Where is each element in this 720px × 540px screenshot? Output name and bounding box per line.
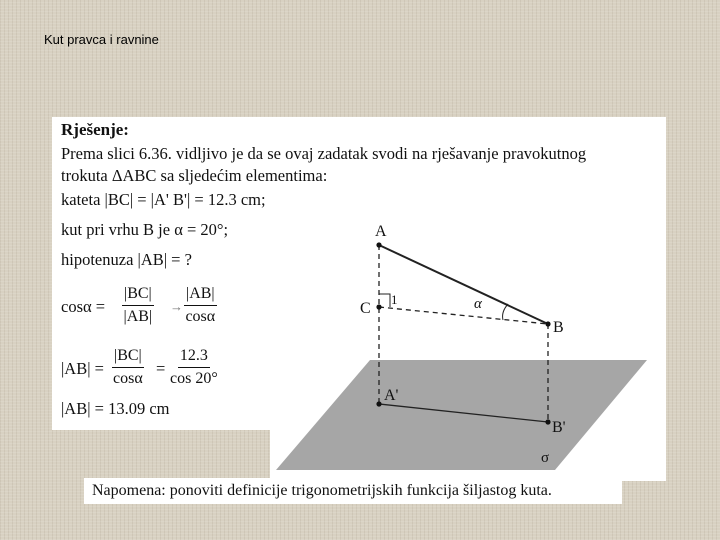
note-text: Napomena: ponoviti definicije trigonometrijskih funkcija šiljastog kuta. <box>92 482 552 499</box>
segment-ab <box>379 245 548 324</box>
result-line: |AB| = 13.09 cm <box>61 399 170 418</box>
line-c-b <box>379 307 548 324</box>
solution-heading: Rješenje: <box>61 120 129 139</box>
cos-lhs: cosα = <box>61 297 106 316</box>
fraction-numerator: |BC| <box>122 285 154 306</box>
kateta-line: kateta |BC| = |A' B'| = 12.3 cm; <box>61 190 266 209</box>
arrow-symbol: → <box>170 299 183 314</box>
point-a-prime <box>376 401 381 406</box>
note-panel <box>84 478 622 504</box>
point-b <box>545 321 550 326</box>
label-alpha: α <box>474 296 482 312</box>
fraction-denominator: cosα <box>113 370 143 387</box>
point-c <box>376 304 381 309</box>
intro-line-1: Prema slici 6.36. vidljivo je da se ovaj zadatak svodi na rješavanje pravokutnog <box>61 144 587 163</box>
fraction-numerator: |AB| <box>184 285 217 306</box>
label-b-prime: B' <box>552 419 566 436</box>
fraction-numerator: |BC| <box>112 347 144 368</box>
label-b: B <box>553 319 564 336</box>
hipotenuza-line: hipotenuza |AB| = ? <box>61 250 192 269</box>
slide-title: Kut pravca i ravnine <box>44 32 159 47</box>
ab-lhs: |AB| = <box>61 359 104 378</box>
label-c: C <box>360 300 371 317</box>
fraction-denominator: cosα <box>185 308 216 325</box>
point-a <box>376 242 381 247</box>
fraction-denominator: |AB| <box>123 308 153 325</box>
point-b-prime <box>545 419 550 424</box>
label-a: A <box>375 223 387 240</box>
kut-line: kut pri vrhu B je α = 20°; <box>61 220 229 239</box>
label-right-angle: 1 <box>391 292 398 307</box>
label-sigma: σ <box>541 450 550 466</box>
intro-line-2: trokuta ΔABC sa sljedećim elementima: <box>61 166 328 185</box>
fraction-numerator: 12.3 <box>178 347 210 368</box>
label-a-prime: A' <box>384 387 399 404</box>
fraction-denominator: cos 20° <box>170 370 218 387</box>
plane-sigma <box>276 360 647 470</box>
equals-sign: = <box>156 359 166 378</box>
angle-alpha-arc <box>503 304 508 320</box>
